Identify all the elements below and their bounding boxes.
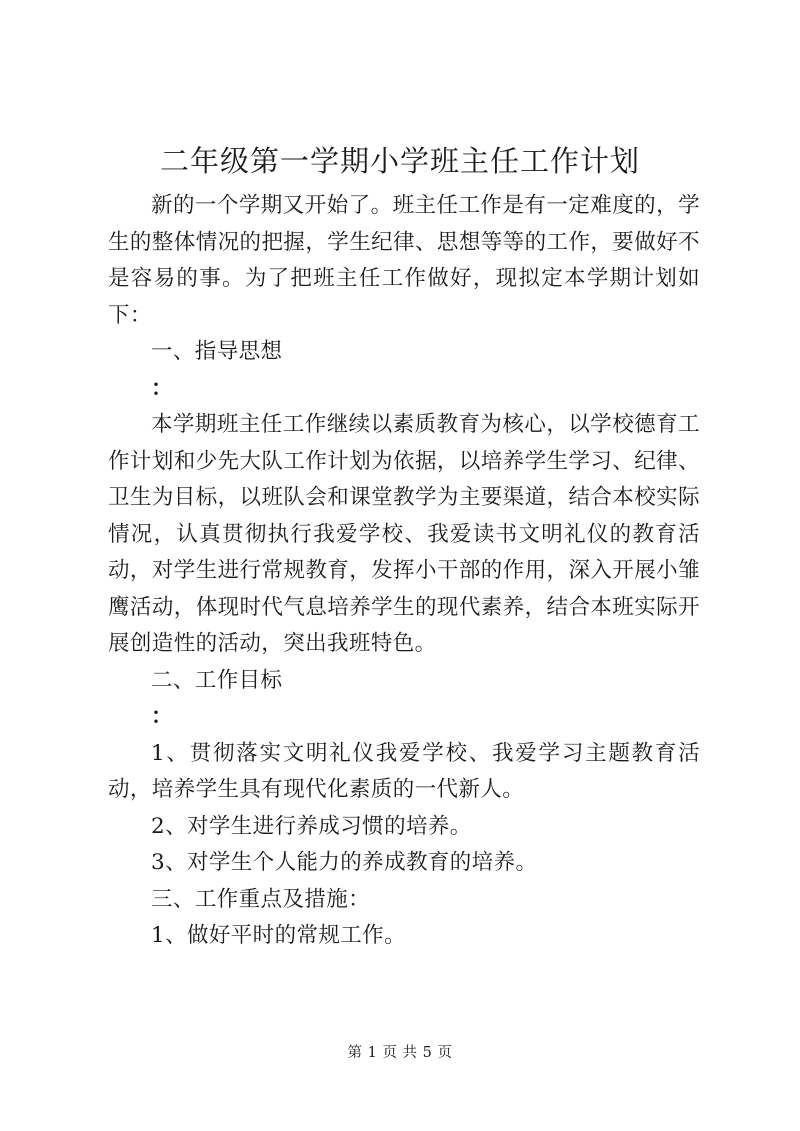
page-number: 第 1 页 共 5 页 <box>347 1045 453 1061</box>
section-1-heading: 一、指导思想 <box>151 339 283 364</box>
section-2-item-3: 3、对学生个人能力的养成教育的培养。 <box>151 850 538 875</box>
section-1-body: 本学期班主任工作继续以素质教育为核心，以学校德育工作计划和少先大队工作计划为依据，以培养学生学习、纪律、卫生为目标，以班队会和课堂教学为主要渠道，结合本校实际情况，认真贯彻执行我爱学校、我爱读书文明礼仪的教育活动，对学生进行常规教育，发挥小干部的作用，深入开展小雏鹰活动，体现时代气息培养学生的现代素养，结合本班实际开展创造性的活动，突出我班特色。 <box>108 412 700 656</box>
section-3-heading: 三、工作重点及措施： <box>151 886 371 912</box>
document-body <box>108 188 700 955</box>
intro-paragraph: 新的一个学期又开始了。班主任工作是有一定难度的，学生的整体情况的把握，学生纪律、思想等等的工作，要做好不是容易的事。为了把班主任工作做好，现拟定本学期计划如下： <box>108 193 700 328</box>
section-2-heading: 二、工作目标 <box>151 667 283 693</box>
section-3-item-1: 1、做好平时的常规工作。 <box>151 923 406 948</box>
section-2-item-1: 1、贯彻落实文明礼仪我爱学校、我爱学习主题教育活动，培养学生具有现代化素质的一代新人。 <box>108 740 700 802</box>
section-2-item-2: 2、对学生进行养成习惯的培养。 <box>151 813 472 839</box>
section-2-colon: ： <box>151 704 173 729</box>
section-1-colon: ： <box>151 375 173 401</box>
page-title: 二年级第一学期小学班主任工作计划 <box>159 144 640 178</box>
